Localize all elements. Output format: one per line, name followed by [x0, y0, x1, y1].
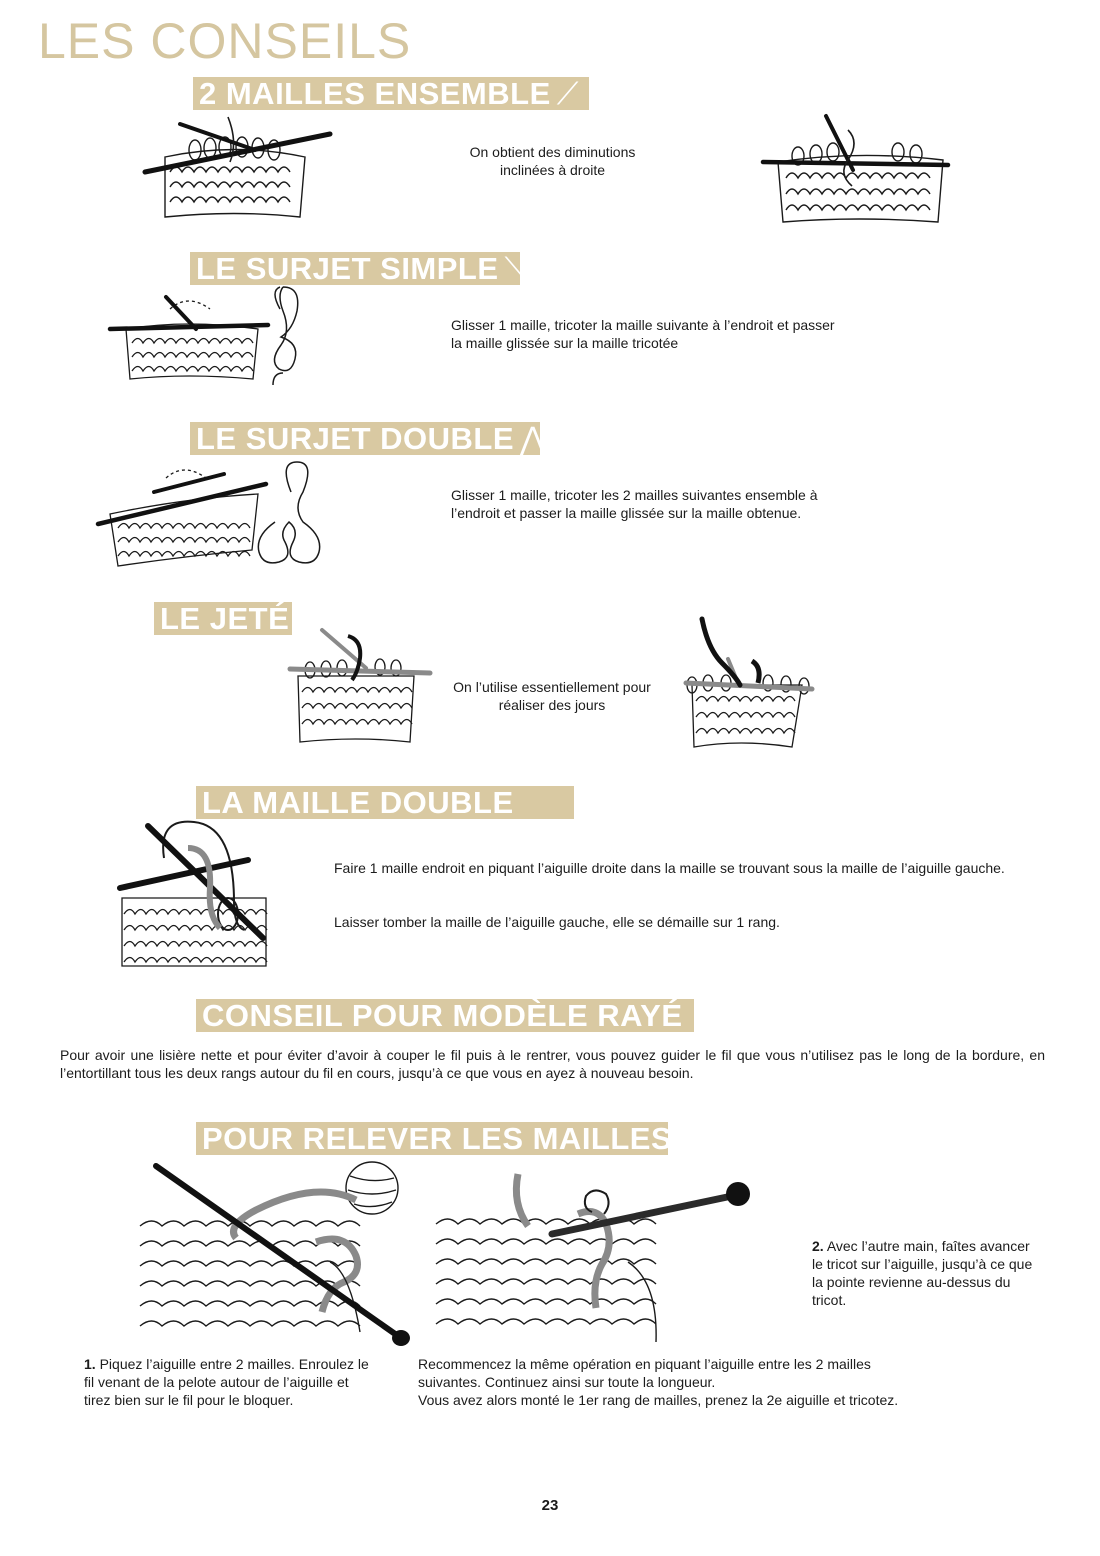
section-text-jete: On l’utilise essentiellement pour réaliser des jours: [453, 679, 651, 713]
knitting-needle-icon: [154, 474, 224, 492]
section-heading-text: 2 MAILLES ENSEMBLE: [199, 76, 551, 111]
section-heading-relever: [196, 1121, 673, 1156]
section-heading-text: LE JETÉ: [160, 601, 290, 636]
step-text: Piquez l’aiguille entre 2 mailles. Enroulez le fil venant de la pelote autour de l’aiguille et tirez bien sur le fil pour le bloquer.: [84, 1356, 369, 1408]
section-heading-surjet-simple: [190, 251, 527, 286]
section-heading-text: CONSEIL POUR MODÈLE RAYÉ: [202, 998, 683, 1033]
page-number: 23: [541, 1497, 559, 1514]
page-title: LES CONSEILS: [38, 13, 412, 69]
needle-knob-icon: [392, 1330, 410, 1346]
knitting-needle-icon: [763, 162, 948, 165]
swatch-body: [165, 137, 305, 217]
needle-knob-icon: [726, 1182, 750, 1206]
section-heading-text: LA MAILLE DOUBLE: [202, 785, 514, 820]
section-text-modele-raye: Pour avoir une lisière nette et pour éviter d’avoir à couper le fil puis à le rentrer, vous pouvez guider le fil que vous n’utilisez pas le long de la bordure, en l’entortillant tous les deux rangs autour du fil en cours, jusqu’à ce que vous en ayez à nouveau besoin.: [60, 1047, 1045, 1081]
relever-step-1: [84, 1355, 369, 1409]
step-text: Avec l’autre main, faîtes avancer le tricot sur l’aiguille, jusqu’à ce que la pointe revienne au-dessus du tricot.: [812, 1238, 1033, 1308]
section-heading-maille-double: [196, 786, 574, 819]
yarn-ball-icon: [346, 1162, 398, 1214]
knitting-swatch-illustration: [680, 615, 820, 755]
section-heading-text: LE SURJET SIMPLE: [196, 251, 499, 286]
stitch-diagram-icon: [273, 287, 298, 385]
step-number: 1.: [84, 1356, 96, 1372]
decrease-symbol-icon: ⟋: [556, 76, 579, 111]
section-text-maille-double-2: Laisser tomber la maille de l’aiguille gauche, elle se démaille sur 1 rang.: [334, 914, 780, 930]
knitting-needle-icon: [290, 669, 430, 673]
section-heading-surjet-double: [190, 421, 546, 456]
decrease-symbol-icon: ⟍: [504, 251, 527, 286]
relever-middle-text: Recommencez la même opération en piquant l’aiguille entre les 2 mailles suivantes. Continuez ainsi sur toute la longueur.: [418, 1356, 871, 1390]
knitting-swatch-illustration: [140, 112, 320, 227]
section-text-surjet-double: Glisser 1 maille, tricoter les 2 mailles suivantes ensemble à l’endroit et passer la maille glissée sur la maille obtenue.: [451, 487, 818, 521]
section-heading-modele-raye: [196, 999, 694, 1032]
section-heading-deux-mailles: [193, 77, 589, 110]
step-number: 2.: [812, 1238, 824, 1254]
relever-step-2: [812, 1237, 1042, 1309]
section-text-surjet-simple: Glisser 1 maille, tricoter la maille suivante à l’endroit et passer la maille glissée sur la maille tricotée: [451, 317, 835, 351]
relever-middle-text-2: Vous avez alors monté le 1er rang de mailles, prenez la 2e aiguille et tricotez.: [418, 1392, 899, 1408]
section-heading-text: LE SURJET DOUBLE: [196, 421, 515, 456]
knitting-swatch-illustration: [118, 818, 268, 968]
section-heading-jete: [154, 602, 292, 635]
knitting-swatch-illustration: [432, 1170, 772, 1355]
section-text-maille-double-1: Faire 1 maille endroit en piquant l’aiguille droite dans la maille se trouvant sous la maille de l’aiguille gauche.: [334, 860, 1005, 876]
knitting-swatch-illustration: [108, 287, 323, 387]
knitting-swatch-illustration: [96, 462, 331, 574]
knitting-swatch-illustration: [758, 110, 958, 230]
section-text-deux-mailles: On obtient des diminutions inclinées à droite: [469, 144, 636, 178]
stitch-diagram-icon: [258, 462, 319, 563]
knitting-swatch-illustration: [286, 624, 436, 749]
section-heading-text: POUR RELEVER LES MAILLES: [202, 1121, 673, 1156]
knitting-swatch-illustration: [136, 1160, 416, 1360]
decrease-symbol-icon: ⋀: [520, 421, 546, 456]
